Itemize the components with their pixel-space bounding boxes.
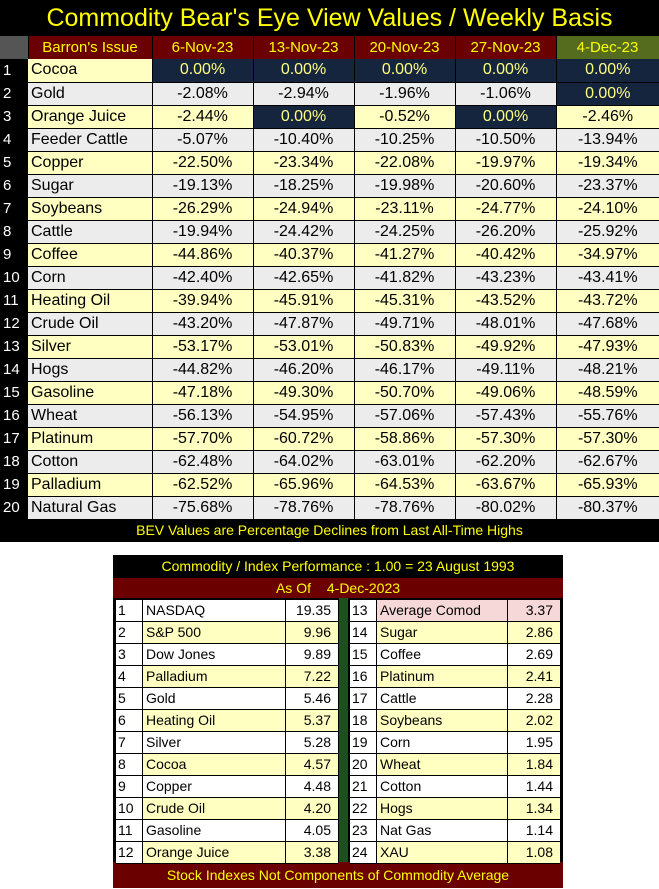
performance-value: 19.35 — [286, 600, 338, 622]
performance-name: Gold — [143, 688, 286, 710]
bev-value: -40.37% — [253, 243, 354, 266]
rank: 17 — [350, 688, 377, 710]
performance-row — [350, 798, 560, 820]
commodity-name: Sugar — [28, 174, 152, 197]
performance-row — [350, 710, 560, 732]
commodity-name: Platinum — [28, 427, 152, 450]
performance-value: 7.22 — [286, 666, 338, 688]
rank: 10 — [116, 798, 143, 820]
bev-row — [0, 266, 659, 289]
commodity-name: Soybeans — [28, 197, 152, 220]
bev-value: -19.98% — [354, 174, 455, 197]
bev-value: -45.31% — [354, 289, 455, 312]
bev-value: -57.06% — [354, 404, 455, 427]
bev-value: -57.43% — [455, 404, 556, 427]
bev-value: -48.21% — [556, 358, 659, 381]
rank: 13 — [350, 600, 377, 622]
bev-row — [0, 427, 659, 450]
performance-row — [116, 754, 338, 776]
rank: 18 — [350, 710, 377, 732]
rank: 21 — [350, 776, 377, 798]
rank: 19 — [350, 732, 377, 754]
bev-value: -50.83% — [354, 335, 455, 358]
bev-value: -22.08% — [354, 151, 455, 174]
performance-value: 1.14 — [508, 820, 560, 842]
bev-row — [0, 496, 659, 519]
row-index: 11 — [0, 289, 28, 312]
performance-value: 1.44 — [508, 776, 560, 798]
performance-value: 4.20 — [286, 798, 338, 820]
bev-value: 0.00% — [556, 82, 659, 105]
bev-value: -22.50% — [152, 151, 253, 174]
row-index: 4 — [0, 128, 28, 151]
bev-value: -64.02% — [253, 450, 354, 473]
header-date: 13-Nov-23 — [253, 36, 354, 59]
bev-row — [0, 289, 659, 312]
performance-value: 1.08 — [508, 842, 560, 864]
performance-row — [350, 666, 560, 688]
rank: 14 — [350, 622, 377, 644]
performance-value: 5.28 — [286, 732, 338, 754]
bev-note: BEV Values are Percentage Declines from Last All-Time Highs — [136, 522, 523, 538]
bev-row — [0, 197, 659, 220]
bev-row — [0, 220, 659, 243]
bev-value: -48.59% — [556, 381, 659, 404]
rank: 16 — [350, 666, 377, 688]
bev-value: -50.70% — [354, 381, 455, 404]
row-index: 8 — [0, 220, 28, 243]
bev-row — [0, 335, 659, 358]
commodity-name: Wheat — [28, 404, 152, 427]
commodity-name: Palladium — [28, 473, 152, 496]
bev-value: 0.00% — [455, 59, 556, 82]
bev-row — [0, 450, 659, 473]
as-of-bar — [113, 578, 563, 598]
bev-value: -1.06% — [455, 82, 556, 105]
performance-name: Soybeans — [377, 710, 508, 732]
performance-value: 3.37 — [508, 600, 560, 622]
bev-row — [0, 243, 659, 266]
row-index: 3 — [0, 105, 28, 128]
bev-value: -43.41% — [556, 266, 659, 289]
as-of-date: 4-Dec-2023 — [326, 580, 401, 596]
bev-value: -42.40% — [152, 266, 253, 289]
bev-value: -24.77% — [455, 197, 556, 220]
bev-value: -43.52% — [455, 289, 556, 312]
bev-value: -49.71% — [354, 312, 455, 335]
performance-row — [350, 644, 560, 666]
header-corner — [0, 36, 28, 59]
bev-value: -64.53% — [354, 473, 455, 496]
bev-value: -45.91% — [253, 289, 354, 312]
bev-value: -53.17% — [152, 335, 253, 358]
performance-table — [113, 598, 563, 862]
bev-value: -24.42% — [253, 220, 354, 243]
commodity-name: Cotton — [28, 450, 152, 473]
header-date: 20-Nov-23 — [354, 36, 455, 59]
commodity-name: Orange Juice — [28, 105, 152, 128]
bev-value: -62.48% — [152, 450, 253, 473]
commodity-name: Coffee — [28, 243, 152, 266]
bev-value: -44.82% — [152, 358, 253, 381]
performance-name: Orange Juice — [143, 842, 286, 864]
performance-value: 2.86 — [508, 622, 560, 644]
bev-row — [0, 59, 659, 82]
rank: 22 — [350, 798, 377, 820]
performance-row — [116, 644, 338, 666]
bev-value: -57.30% — [455, 427, 556, 450]
bev-value: -57.30% — [556, 427, 659, 450]
commodity-name: Feeder Cattle — [28, 128, 152, 151]
performance-name: Dow Jones — [143, 644, 286, 666]
performance-name: Nat Gas — [377, 820, 508, 842]
rank: 3 — [116, 644, 143, 666]
row-index: 12 — [0, 312, 28, 335]
performance-row — [350, 776, 560, 798]
bev-value: -49.06% — [455, 381, 556, 404]
bev-value: -49.30% — [253, 381, 354, 404]
bev-value: 0.00% — [354, 59, 455, 82]
performance-name: Wheat — [377, 754, 508, 776]
row-index: 1 — [0, 59, 28, 82]
rank: 6 — [116, 710, 143, 732]
bev-value: -20.60% — [455, 174, 556, 197]
bev-row — [0, 128, 659, 151]
performance-row — [116, 710, 338, 732]
performance-row — [116, 776, 338, 798]
performance-value: 4.05 — [286, 820, 338, 842]
performance-name: S&P 500 — [143, 622, 286, 644]
row-index: 20 — [0, 496, 28, 519]
performance-name: Coffee — [377, 644, 508, 666]
row-index: 15 — [0, 381, 28, 404]
header-label: Barron's Issue — [28, 36, 152, 59]
performance-value: 9.96 — [286, 622, 338, 644]
rank: 2 — [116, 622, 143, 644]
bev-row — [0, 174, 659, 197]
bev-value: -58.86% — [354, 427, 455, 450]
performance-name: Corn — [377, 732, 508, 754]
rank: 5 — [116, 688, 143, 710]
bev-table — [0, 36, 659, 520]
row-index: 6 — [0, 174, 28, 197]
performance-value: 3.38 — [286, 842, 338, 864]
performance-row — [116, 820, 338, 842]
performance-name: NASDAQ — [143, 600, 286, 622]
row-index: 13 — [0, 335, 28, 358]
bev-row — [0, 82, 659, 105]
bev-value: -41.82% — [354, 266, 455, 289]
rank: 23 — [350, 820, 377, 842]
commodity-name: Cocoa — [28, 59, 152, 82]
performance-row — [350, 600, 560, 622]
commodity-name: Hogs — [28, 358, 152, 381]
bev-value: -23.34% — [253, 151, 354, 174]
bev-value: -62.52% — [152, 473, 253, 496]
as-of-label: As Of — [275, 580, 311, 596]
bev-value: -19.97% — [455, 151, 556, 174]
bev-value: 0.00% — [556, 59, 659, 82]
row-index: 7 — [0, 197, 28, 220]
bev-value: -2.46% — [556, 105, 659, 128]
bev-value: -53.01% — [253, 335, 354, 358]
bev-row — [0, 105, 659, 128]
performance-row — [116, 688, 338, 710]
bev-row — [0, 358, 659, 381]
bev-value: -47.68% — [556, 312, 659, 335]
commodity-name: Gasoline — [28, 381, 152, 404]
bev-value: 0.00% — [253, 105, 354, 128]
bev-value: -46.17% — [354, 358, 455, 381]
bev-row — [0, 312, 659, 335]
bev-value: -10.40% — [253, 128, 354, 151]
performance-name: Hogs — [377, 798, 508, 820]
bev-value: -19.13% — [152, 174, 253, 197]
rank: 4 — [116, 666, 143, 688]
bev-value: -54.95% — [253, 404, 354, 427]
performance-value: 2.69 — [508, 644, 560, 666]
performance-value: 2.02 — [508, 710, 560, 732]
performance-value: 1.95 — [508, 732, 560, 754]
bev-value: -26.20% — [455, 220, 556, 243]
bev-value: -47.18% — [152, 381, 253, 404]
performance-value: 5.37 — [286, 710, 338, 732]
bev-row — [0, 381, 659, 404]
performance-value: 2.41 — [508, 666, 560, 688]
row-index: 5 — [0, 151, 28, 174]
rank: 12 — [116, 842, 143, 864]
performance-name: Sugar — [377, 622, 508, 644]
bev-value: -1.96% — [354, 82, 455, 105]
bev-value: -2.44% — [152, 105, 253, 128]
performance-row — [116, 732, 338, 754]
row-index: 9 — [0, 243, 28, 266]
performance-name: Silver — [143, 732, 286, 754]
row-index: 18 — [0, 450, 28, 473]
rank: 24 — [350, 842, 377, 864]
bev-value: -65.93% — [556, 473, 659, 496]
performance-value: 1.34 — [508, 798, 560, 820]
bev-value: -39.94% — [152, 289, 253, 312]
rank: 7 — [116, 732, 143, 754]
performance-row — [350, 842, 560, 864]
bev-value: -40.42% — [455, 243, 556, 266]
performance-name: Crude Oil — [143, 798, 286, 820]
performance-name: Gasoline — [143, 820, 286, 842]
bev-value: -62.20% — [455, 450, 556, 473]
bev-value: -43.72% — [556, 289, 659, 312]
bev-value: -24.10% — [556, 197, 659, 220]
bev-value: -23.11% — [354, 197, 455, 220]
bev-value: -24.94% — [253, 197, 354, 220]
performance-name: Palladium — [143, 666, 286, 688]
performance-row — [116, 666, 338, 688]
performance-row — [350, 688, 560, 710]
bev-value: -80.37% — [556, 496, 659, 519]
bev-value: -23.37% — [556, 174, 659, 197]
bev-value: -63.67% — [455, 473, 556, 496]
bev-value: 0.00% — [455, 105, 556, 128]
performance-row — [116, 600, 338, 622]
bev-value: -0.52% — [354, 105, 455, 128]
row-index: 14 — [0, 358, 28, 381]
performance-value: 4.48 — [286, 776, 338, 798]
bev-value: -49.11% — [455, 358, 556, 381]
bev-value: -13.94% — [556, 128, 659, 151]
bev-value: -44.86% — [152, 243, 253, 266]
row-index: 10 — [0, 266, 28, 289]
bev-value: -60.72% — [253, 427, 354, 450]
bev-value: -10.50% — [455, 128, 556, 151]
performance-value: 2.28 — [508, 688, 560, 710]
commodity-name: Crude Oil — [28, 312, 152, 335]
row-index: 2 — [0, 82, 28, 105]
bev-value: -62.67% — [556, 450, 659, 473]
performance-name: Copper — [143, 776, 286, 798]
bev-header-row — [0, 36, 659, 59]
performance-row — [116, 622, 338, 644]
bev-value: -47.93% — [556, 335, 659, 358]
bev-value: -2.08% — [152, 82, 253, 105]
bev-value: -41.27% — [354, 243, 455, 266]
performance-name: Cocoa — [143, 754, 286, 776]
performance-name: Platinum — [377, 666, 508, 688]
performance-value: 1.84 — [508, 754, 560, 776]
performance-value: 4.57 — [286, 754, 338, 776]
bev-value: -42.65% — [253, 266, 354, 289]
bev-value: -49.92% — [455, 335, 556, 358]
bev-value: -26.29% — [152, 197, 253, 220]
bev-row — [0, 151, 659, 174]
performance-row — [350, 732, 560, 754]
bev-value: -24.25% — [354, 220, 455, 243]
bev-value: -18.25% — [253, 174, 354, 197]
bev-value: -63.01% — [354, 450, 455, 473]
rank: 11 — [116, 820, 143, 842]
rank: 1 — [116, 600, 143, 622]
performance-value: 9.89 — [286, 644, 338, 666]
bev-value: -48.01% — [455, 312, 556, 335]
commodity-name: Silver — [28, 335, 152, 358]
performance-row — [116, 842, 338, 864]
performance-name: Cattle — [377, 688, 508, 710]
bev-value: -34.97% — [556, 243, 659, 266]
bev-value: -25.92% — [556, 220, 659, 243]
rank: 15 — [350, 644, 377, 666]
performance-name: Average Comod — [377, 600, 508, 622]
bev-value: -56.13% — [152, 404, 253, 427]
bev-value: -47.87% — [253, 312, 354, 335]
performance-row — [350, 754, 560, 776]
bev-value: -57.70% — [152, 427, 253, 450]
rank: 20 — [350, 754, 377, 776]
bev-row — [0, 473, 659, 496]
header-date: 6-Nov-23 — [152, 36, 253, 59]
bev-value: -10.25% — [354, 128, 455, 151]
bev-value: -46.20% — [253, 358, 354, 381]
bev-value: 0.00% — [253, 59, 354, 82]
row-index: 16 — [0, 404, 28, 427]
performance-right-column — [350, 600, 560, 864]
bev-value: -75.68% — [152, 496, 253, 519]
bev-value: -43.20% — [152, 312, 253, 335]
row-index: 19 — [0, 473, 28, 496]
performance-row — [350, 622, 560, 644]
performance-row — [116, 798, 338, 820]
bev-value: -19.94% — [152, 220, 253, 243]
performance-footer: Stock Indexes Not Components of Commodity Average — [113, 862, 563, 888]
performance-left-column — [116, 600, 338, 864]
bev-value: -65.96% — [253, 473, 354, 496]
bev-value: -2.94% — [253, 82, 354, 105]
commodity-name: Copper — [28, 151, 152, 174]
rank: 8 — [116, 754, 143, 776]
header-date: 27-Nov-23 — [455, 36, 556, 59]
performance-value: 5.46 — [286, 688, 338, 710]
bev-value: -78.76% — [253, 496, 354, 519]
performance-name: Cotton — [377, 776, 508, 798]
page-title: Commodity Bear's Eye View Values / Weekly Basis — [46, 4, 613, 32]
row-index: 17 — [0, 427, 28, 450]
commodity-name: Corn — [28, 266, 152, 289]
commodity-name: Gold — [28, 82, 152, 105]
bev-value: -19.34% — [556, 151, 659, 174]
bev-value: -43.23% — [455, 266, 556, 289]
bev-value: -5.07% — [152, 128, 253, 151]
performance-name: Heating Oil — [143, 710, 286, 732]
commodity-name: Cattle — [28, 220, 152, 243]
performance-panel — [113, 555, 563, 888]
bev-value: -80.02% — [455, 496, 556, 519]
performance-title: Commodity / Index Performance : 1.00 = 23 August 1993 — [161, 558, 515, 574]
header-date: 4-Dec-23 — [556, 36, 659, 59]
commodity-name: Heating Oil — [28, 289, 152, 312]
column-divider — [339, 598, 348, 862]
bev-value: -78.76% — [354, 496, 455, 519]
performance-name: XAU — [377, 842, 508, 864]
bev-row — [0, 404, 659, 427]
bev-value: 0.00% — [152, 59, 253, 82]
commodity-name: Natural Gas — [28, 496, 152, 519]
bev-value: -55.76% — [556, 404, 659, 427]
performance-row — [350, 820, 560, 842]
rank: 9 — [116, 776, 143, 798]
